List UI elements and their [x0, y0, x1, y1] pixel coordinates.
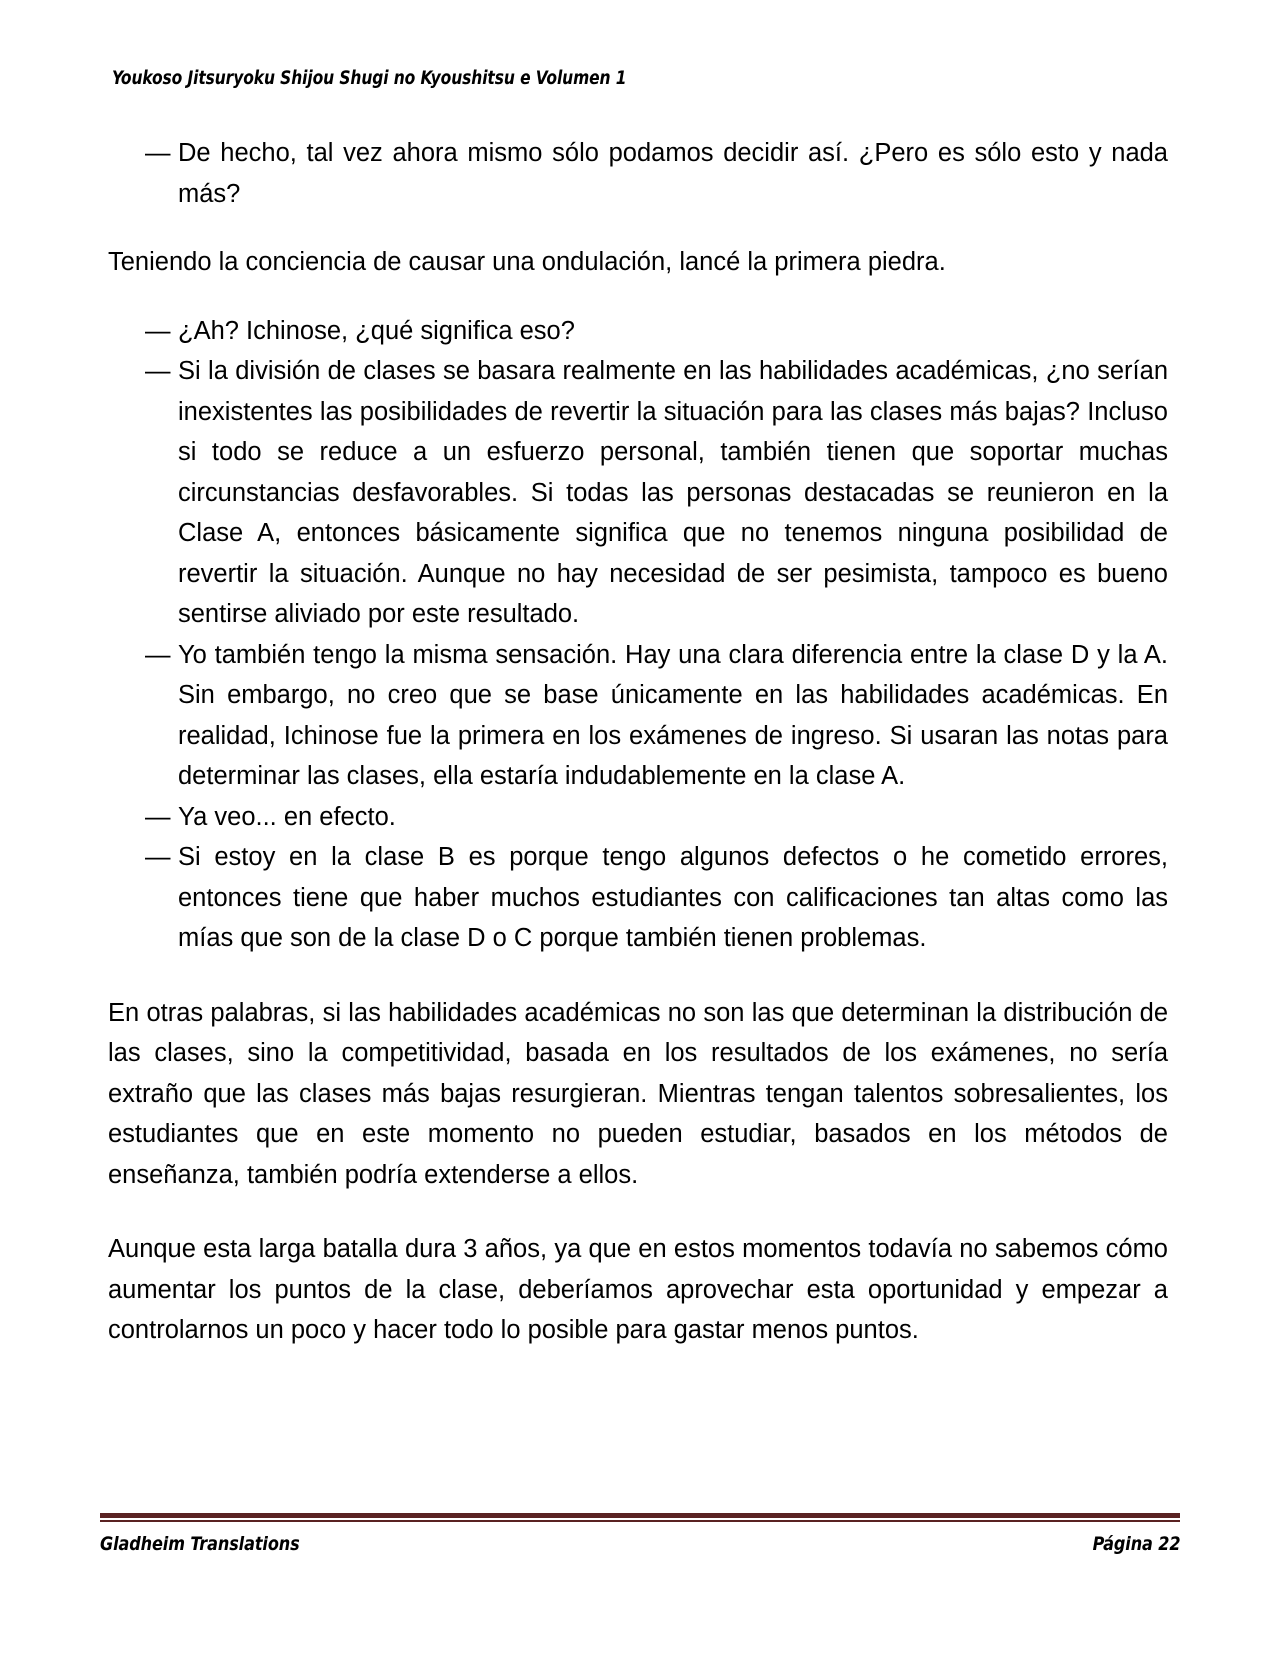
footer-row	[100, 1533, 1180, 1555]
dialogue-item	[108, 351, 1168, 635]
dialogue-text: Si la división de clases se basara realmente en las habilidades académicas, ¿no serían inexistentes las posibilidades de revertir la situación para las clases más bajas? Incluso si todo se reduce a un esfuerzo personal, también tienen que soportar muchas circunstancias desfavorables. Si todas las personas destacadas se reunieron en la Clase A, entonces básicamente significa que no tenemos ninguna posibilidad de revertir la situación. Aunque no hay necesidad de ser pesimista, tampoco es bueno sentirse aliviado por este resultado.	[178, 357, 1168, 628]
paragraph-narration-1	[108, 242, 1168, 283]
spacer	[108, 214, 1168, 242]
dialogue-list-2	[108, 311, 1168, 959]
dialogue-text: Ya veo... en efecto.	[178, 802, 396, 831]
em-dash-icon: —	[145, 640, 171, 669]
paragraph-narration-3	[108, 1229, 1168, 1351]
paragraph-text: Teniendo la conciencia de causar una ondulación, lancé la primera piedra.	[108, 248, 946, 276]
spacer	[108, 1195, 1168, 1229]
dialogue-item	[108, 635, 1168, 797]
em-dash-icon: —	[145, 316, 171, 345]
dialogue-item	[108, 133, 1168, 214]
footer-translator-credit: Gladheim Translations	[100, 1533, 300, 1555]
spacer	[108, 959, 1168, 993]
dialogue-text: De hecho, tal vez ahora mismo sólo podamos decidir así. ¿Pero es sólo esto y nada más?	[178, 139, 1168, 208]
footer-page-number: Página 22	[1092, 1533, 1180, 1555]
paragraph-text: Aunque esta larga batalla dura 3 años, ya que en estos momentos todavía no sabemos cómo aumentar los puntos de la clase, deberíamos aprovechar esta oportunidad y empezar a controlarnos un poco y hacer todo lo posible para gastar menos puntos.	[108, 1235, 1168, 1344]
dialogue-item	[108, 311, 1168, 352]
dialogue-list-1	[108, 133, 1168, 214]
em-dash-icon: —	[145, 802, 171, 831]
page-content	[108, 133, 1168, 1351]
em-dash-icon: —	[145, 139, 171, 167]
dialogue-text: Yo también tengo la misma sensación. Hay una clara diferencia entre la clase D y la A. Sin embargo, no creo que se base únicamente en las habilidades académicas. En realidad, Ichinose fue la primera en los exámenes de ingreso. Si usaran las notas para determinar las clases, ella estaría indudablemente en la clase A.	[178, 640, 1168, 790]
footer-divider	[100, 1513, 1180, 1523]
running-header	[112, 68, 1168, 98]
page-footer	[100, 1513, 1180, 1555]
paragraph-narration-2	[108, 993, 1168, 1196]
spacer	[108, 283, 1168, 311]
footer-rule-thick	[100, 1513, 1180, 1518]
dialogue-item	[108, 797, 1168, 838]
em-dash-icon: —	[145, 357, 171, 385]
paragraph-text: En otras palabras, si las habilidades académicas no son las que determinan la distribución de las clases, sino la competitividad, basada en los resultados de los exámenes, no sería extraño que las clases más bajas resurgieran. Mientras tengan talentos sobresalientes, los estudiantes que en este momento no pueden estudiar, basados en los métodos de enseñanza, también podría extenderse a ellos.	[108, 998, 1168, 1189]
footer-rule-thin	[100, 1520, 1180, 1522]
dialogue-item	[108, 837, 1168, 959]
dialogue-text: ¿Ah? Ichinose, ¿qué significa eso?	[178, 316, 575, 345]
em-dash-icon: —	[145, 843, 171, 871]
dialogue-text: Si estoy en la clase B es porque tengo algunos defectos o he cometido errores, entonces tiene que haber muchos estudiantes con calificaciones tan altas como las mías que son de la clase D o C porque también tienen problemas.	[178, 843, 1168, 952]
header-title: Youkoso Jitsuryoku Shijou Shugi no Kyoushitsu e Volumen 1	[112, 68, 627, 89]
